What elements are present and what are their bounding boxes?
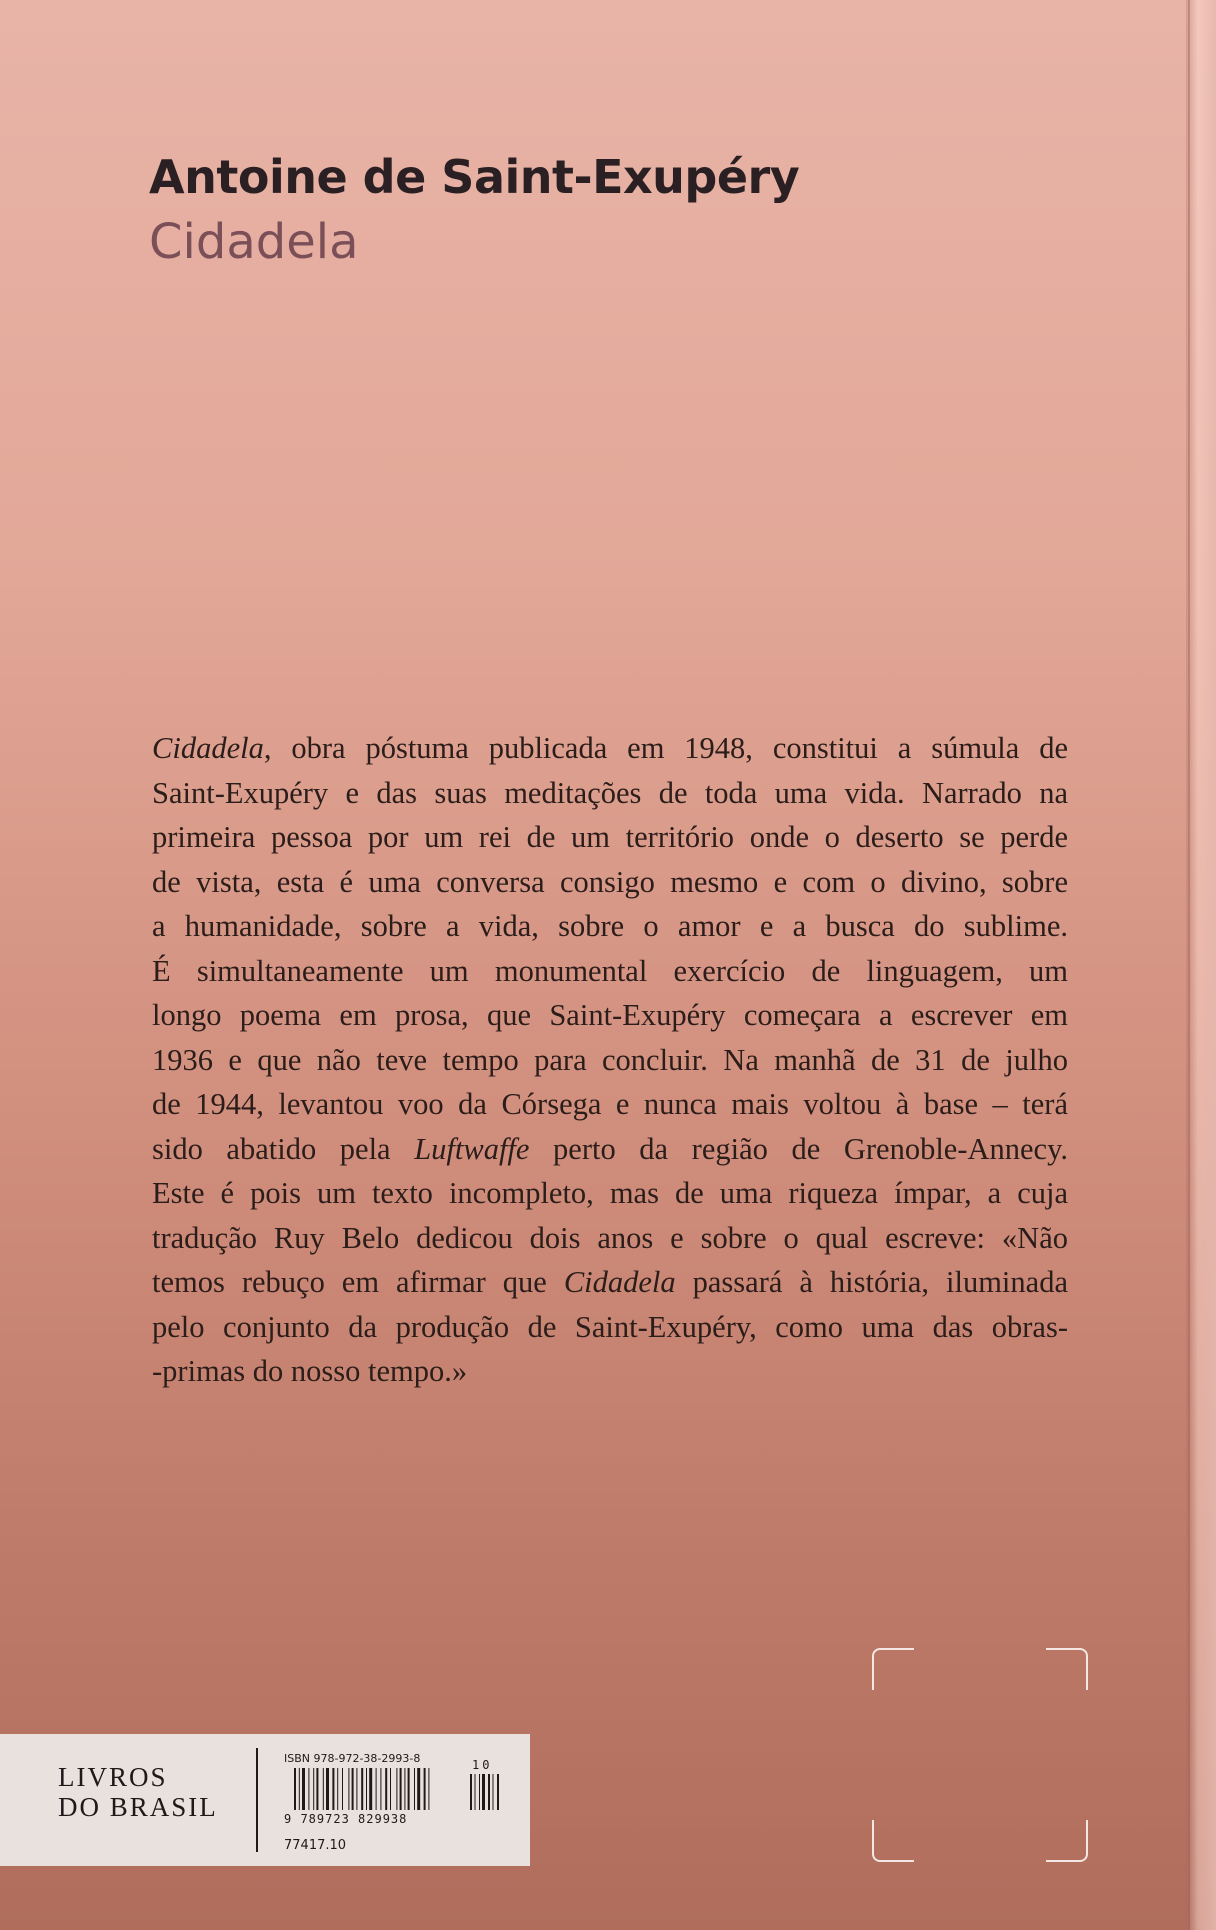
- book-title: Cidadela: [149, 214, 359, 270]
- synopsis-line: primeira pessoa por um rei de um território onde o deserto se perde: [152, 820, 1068, 854]
- frame-corner-top-right: [1046, 1648, 1088, 1690]
- synopsis-line: -primas do nosso tempo.»: [152, 1354, 468, 1388]
- publisher-line-1: LIVROS: [58, 1762, 168, 1792]
- barcode-digits: 9 789723 829938: [284, 1812, 408, 1826]
- label-divider: [256, 1748, 258, 1852]
- isbn-text: ISBN 978-972-38-2993-8: [284, 1752, 421, 1765]
- synopsis-line: de 1944, levantou voo da Córsega e nunca mais voltou à base – terá: [152, 1087, 1068, 1121]
- frame-corner-bottom-left: [872, 1820, 914, 1862]
- corner-frame-ornament: [872, 1648, 1088, 1862]
- synopsis-line: pelo conjunto da produção de Saint-Exupéry, como uma das obras-: [152, 1309, 1068, 1344]
- author-name: Antoine de Saint-Exupéry: [149, 150, 800, 204]
- synopsis-line: 1936 e que não teve tempo para concluir. Na manhã de 31 de julho: [152, 1042, 1068, 1077]
- barcode-label: [0, 1734, 530, 1866]
- synopsis-line: Saint-Exupéry e das suas meditações de toda uma vida. Narrado na: [152, 775, 1068, 810]
- spine-edge-line: [1188, 0, 1190, 1930]
- synopsis-line: Cidadela, obra póstuma publicada em 1948, constitui a súmula de: [152, 731, 1068, 765]
- synopsis-line: a humanidade, sobre a vida, sobre o amor e a busca do sublime.: [152, 909, 1068, 943]
- synopsis-line: longo poema em prosa, que Saint-Exupéry começara a escrever em: [152, 998, 1068, 1032]
- synopsis-text: [152, 726, 1068, 1394]
- publisher-line-2: DO BRASIL: [58, 1792, 218, 1822]
- synopsis-line: tradução Ruy Belo dedicou dois anos e sobre o qual escreve: «Não: [152, 1220, 1068, 1255]
- synopsis-line: É simultaneamente um monumental exercício de linguagem, um: [152, 953, 1068, 988]
- publisher-logo: [58, 1762, 218, 1822]
- spine-edge: [1186, 0, 1216, 1930]
- frame-corner-top-left: [872, 1648, 914, 1690]
- barcode-addon-digits: 10: [472, 1758, 493, 1772]
- synopsis-line: temos rebuço em afirmar que Cidadela passará à história, iluminada: [152, 1265, 1068, 1299]
- synopsis-line: de vista, esta é uma conversa consigo mesmo e com o divino, sobre: [152, 864, 1068, 899]
- synopsis-line: sido abatido pela Luftwaffe perto da região de Grenoble-Annecy.: [152, 1131, 1068, 1166]
- frame-corner-bottom-right: [1046, 1820, 1088, 1862]
- catalog-reference: 77417.10: [284, 1838, 347, 1853]
- synopsis-line: Este é pois um texto incompleto, mas de uma riqueza ímpar, a cuja: [152, 1176, 1068, 1210]
- barcode-icon: [284, 1768, 504, 1812]
